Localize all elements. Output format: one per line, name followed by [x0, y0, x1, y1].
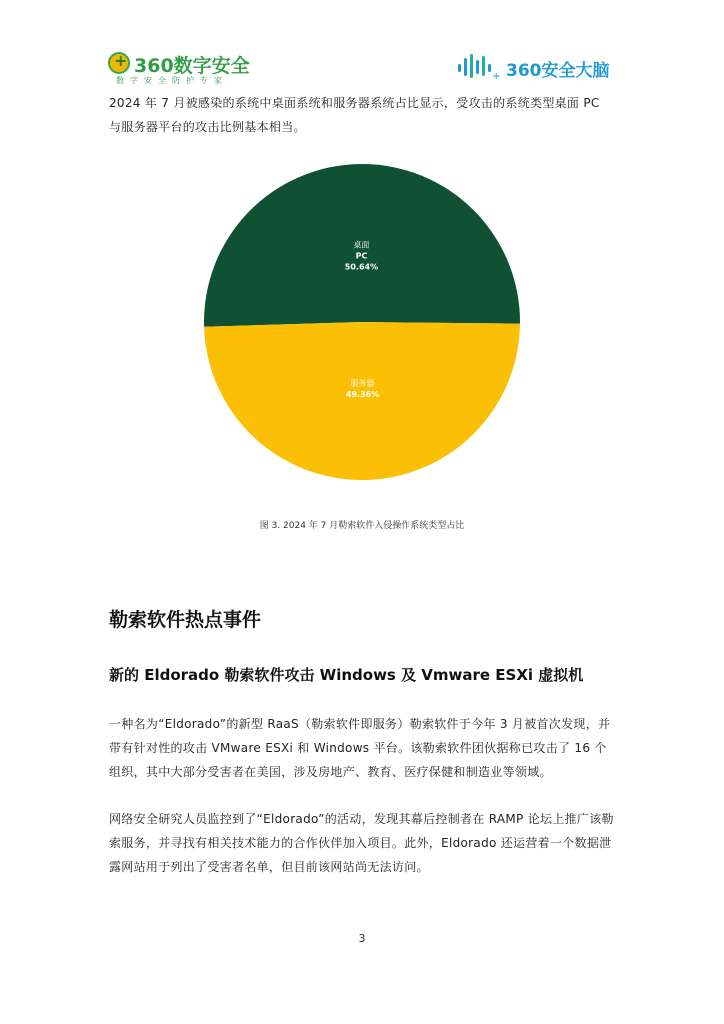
pie-slice-label-0-1: PC	[355, 251, 368, 261]
right-logo-name: 360安全大脑	[506, 61, 610, 81]
pie-slice-1	[204, 322, 520, 480]
pie-slice-label-0-0: 桌面	[353, 240, 370, 250]
logo-360-digital-security	[108, 50, 248, 86]
sound-wave-icon	[456, 52, 501, 82]
pie-chart-svg	[0, 150, 724, 500]
logo-360-security-brain	[456, 52, 626, 80]
section-title: 勒索软件热点事件	[109, 609, 262, 631]
360-logo-icon	[108, 52, 130, 74]
paragraph-eldorado-activity: 网络安全研究人员监控到了“Eldorado”的活动，发现其幕后控制者在 RAMP 论坛上推广该勒索服务，并寻找有相关技术能力的合作伙伴加入项目。此外，Eldorado 还运营着一个数据泄露网站用于列出了受害者名单，但目前该网站尚无法访问。	[109, 812, 614, 874]
paragraph-eldorado-intro: 一种名为“Eldorado”的新型 RaaS（勒索软件即服务）勒索软件于今年 3 月被首次发现，并带有针对性的攻击 VMware ESXi 和 Windows 平台。该勒索软件团伙据称已攻击了 16 个组织，其中大部分受害者在美国，涉及房地产、教育、医疗保健和制造业等领域。	[109, 717, 611, 779]
left-logo-slogan: 数字安全防护专家	[116, 76, 228, 85]
figure-caption: 图 3. 2024 年 7 月勒索软件入侵操作系统类型占比	[259, 521, 465, 531]
left-logo-name: 360数字安全	[134, 55, 250, 77]
pie-slice-label-1-1: 49.36%	[345, 389, 380, 399]
pie-slice-label-1-0: 服务器	[350, 378, 375, 388]
intro-paragraph: 2024 年 7 月被感染的系统中桌面系统和服务器系统占比显示，受攻击的系统类型桌面 PC 与服务器平台的攻击比例基本相当。	[109, 96, 600, 134]
page-number: 3	[358, 932, 366, 945]
pie-chart	[0, 150, 724, 500]
pie-slice-label-0-2: 50.64%	[344, 262, 379, 272]
svg-text:+: +	[492, 71, 501, 82]
subsection-title: 新的 Eldorado 勒索软件攻击 Windows 及 Vmware ESXi 虚拟机	[109, 666, 584, 684]
